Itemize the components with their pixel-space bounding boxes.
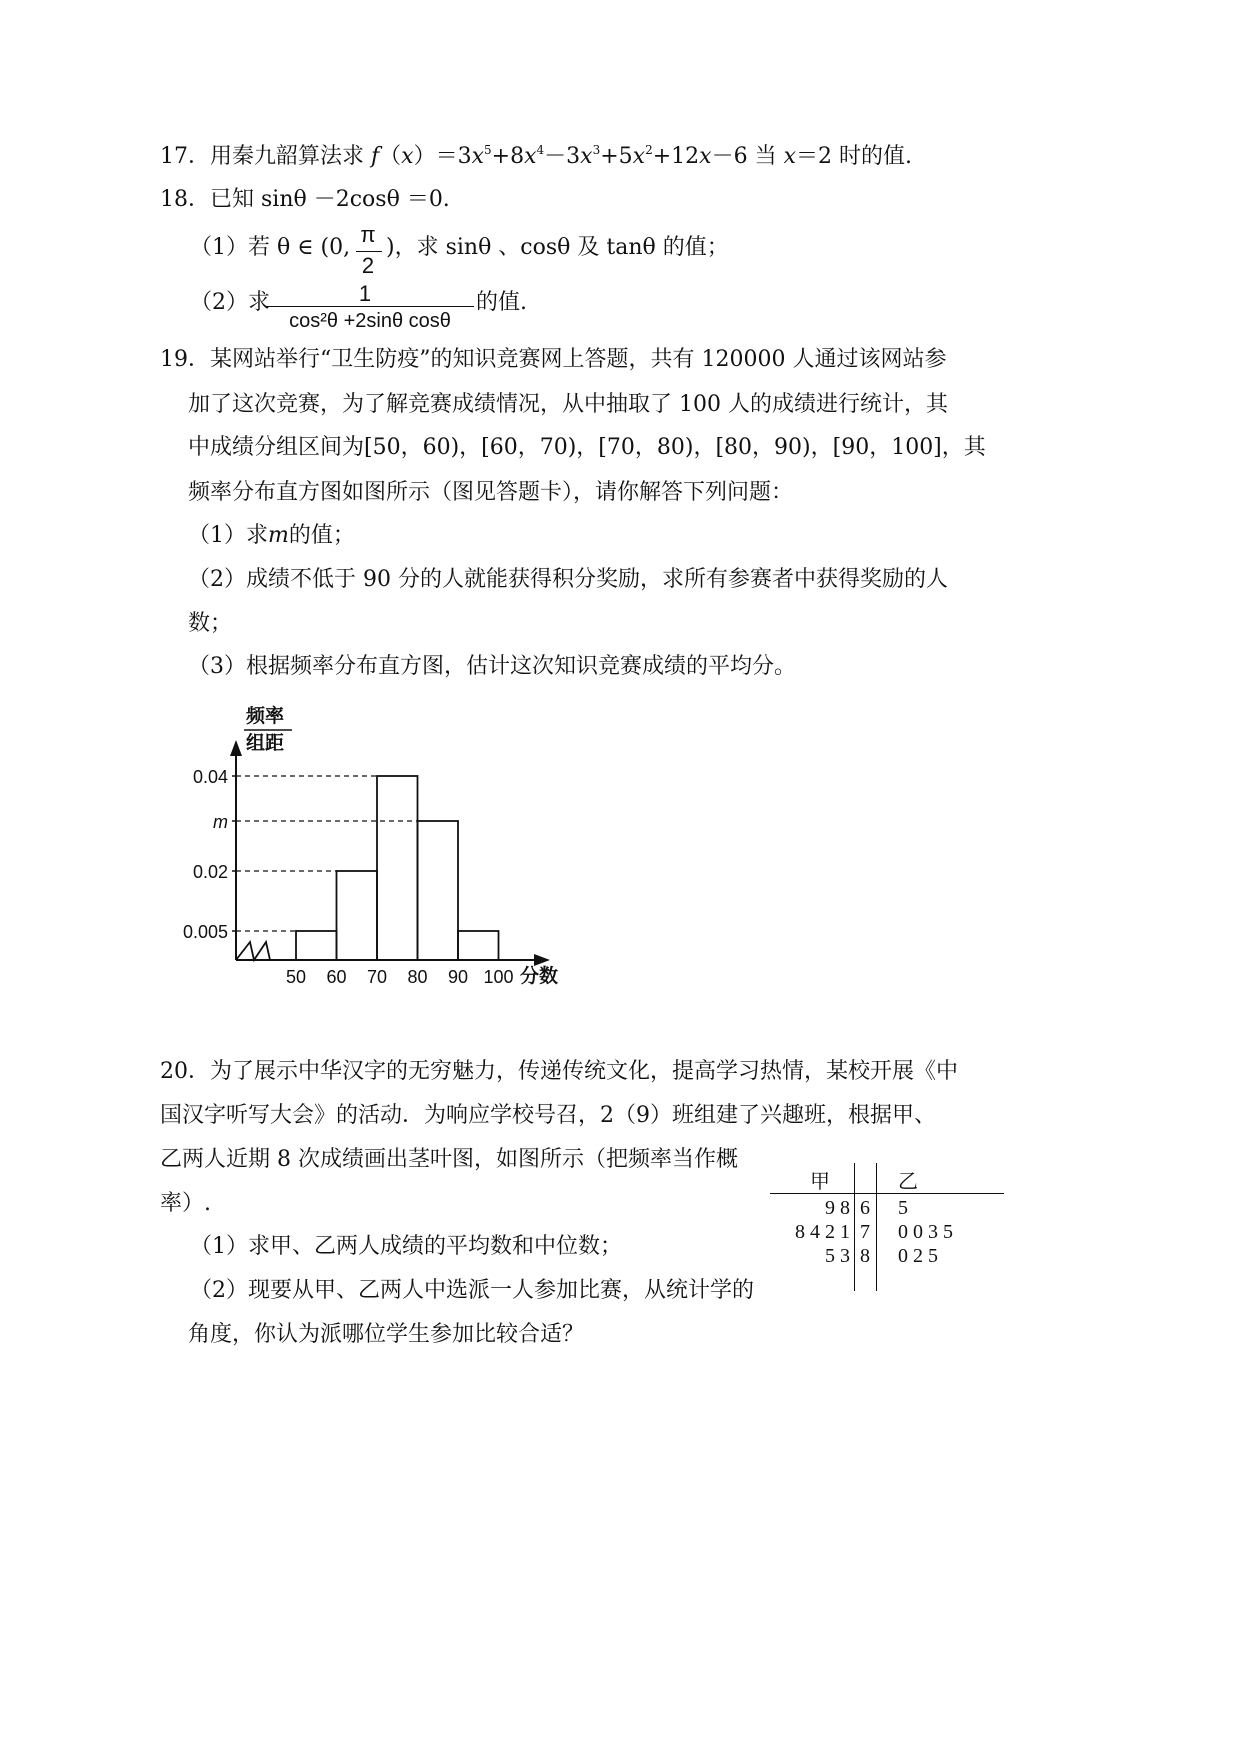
stem-leaf-row-3-right: 0 2 5 [898, 1245, 938, 1267]
q19-sub-3: （3）根据频率分布直方图，估计这次知识竞赛成绩的平均分。 [188, 654, 796, 679]
q20-sub-2b: 角度，你认为派哪位学生参加比较合适？ [188, 1322, 585, 1347]
q19-line-1: 19．某网站举行“卫生防疫”的知识竞赛网上答题，共有 120000 人通过该网站参 [160, 347, 947, 372]
x-axis-arrow [534, 954, 550, 966]
y-tick-label-0.02: 0.02 [192, 862, 228, 882]
stem-leaf-row-3-stem: 8 [860, 1245, 870, 1267]
q19-sub-2a: （2）成绩不低于 90 分的人就能获得积分奖励，求所有参赛者中获得奖励的人 [188, 567, 948, 592]
q19-sub-1: （1）求m的值； [188, 523, 355, 548]
stem-leaf-row-1-left: 9 8 [825, 1197, 850, 1219]
stem-leaf-row-1-stem: 6 [860, 1197, 870, 1219]
q19-line-4: 频率分布直方图如图所示（图见答题卡），请你解答下列问题： [188, 480, 794, 505]
q18-part2-b: 的值. [476, 290, 527, 315]
q19-line-2: 加了这次竞赛，为了解竞赛成绩情况，从中抽取了 100 人的成绩进行统计，其 [188, 392, 948, 417]
stem-leaf-header-line [770, 1193, 1004, 1194]
q19-sub-2b: 数； [188, 611, 233, 636]
q19-line-3: 中成绩分组区间为[50，60)，[60，70)，[70，80)，[80，90)，[90，100]，其 [188, 435, 986, 460]
y-axis-label-top: 频率 [246, 706, 285, 727]
stem-leaf-divider-left [854, 1163, 855, 1291]
histogram-bar-90-100 [458, 931, 499, 960]
q18-part1-a: （1）若 θ ∈ (0, [190, 235, 351, 260]
q20-line-4: 率）. [160, 1191, 211, 1216]
y-axis-label-bottom: 组距 [246, 733, 285, 754]
histogram-bar-80-90 [418, 821, 459, 960]
q18-part1-b: )，求 sinθ 、cosθ 及 tanθ 的值； [386, 235, 729, 260]
histogram-bar-60-70 [337, 871, 378, 960]
q20-line-3: 乙两人近期 8 次成绩画出茎叶图，如图所示（把频率当作概 [160, 1147, 738, 1172]
q20-sub-1: （1）求甲、乙两人成绩的平均数和中位数； [190, 1234, 622, 1259]
q20-line-2: 国汉字听写大会》的活动．为响应学校号召，2（9）班组建了兴趣班，根据甲、 [160, 1103, 936, 1128]
stem-leaf-divider-right [876, 1163, 877, 1291]
y-tick-label-0.04: 0.04 [192, 767, 228, 787]
y-tick-label-m: m [213, 812, 228, 832]
x-tick-label-90: 90 [447, 967, 469, 987]
stem-leaf-plot [770, 1163, 1006, 1293]
x-axis-label: 分数 [520, 966, 559, 987]
stem-leaf-row-3-left: 5 3 [825, 1245, 850, 1267]
q17-line: 17．用秦九韶算法求 $f(x)=3x^5+8x^4-3x^3+5x^2+12x-6$ 当 x＝2 时的值. [160, 143, 912, 169]
x-tick-label-60: 60 [326, 967, 347, 987]
histogram-bar-50-60 [296, 931, 337, 960]
y-axis-arrow [230, 740, 242, 756]
stem-leaf-row-1-right: 5 [898, 1197, 908, 1219]
y-tick-label-0.005: 0.005 [182, 922, 228, 942]
stem-leaf-row-2-left: 8 4 2 1 [795, 1221, 850, 1243]
x-tick-label-100: 100 [483, 967, 514, 987]
q20-line-1: 20．为了展示中华汉字的无穷魅力，传递传统文化，提高学习热情，某校开展《中 [160, 1059, 958, 1084]
stem-leaf-row-2-right: 0 0 3 5 [898, 1221, 953, 1243]
q18-pi: π [360, 222, 376, 247]
q18-denominator: cos²θ +2sinθ cosθ [289, 310, 451, 332]
x-tick-label-70: 70 [366, 967, 388, 987]
q18-stem: 18．已知 sinθ －2cosθ ＝0. [160, 187, 450, 212]
stem-leaf-left-title: 甲 [810, 1169, 830, 1193]
stem-leaf-right-title: 乙 [898, 1169, 918, 1193]
q18-two: 2 [361, 253, 375, 278]
stem-leaf-row-2-stem: 7 [860, 1221, 870, 1243]
x-tick-label-80: 80 [407, 967, 428, 987]
x-tick-label-50: 50 [285, 967, 307, 987]
q18-part2-a: （2）求 [190, 290, 270, 315]
histogram-bar-70-80 [377, 776, 418, 960]
q18-numerator: 1 [358, 281, 372, 306]
q20-sub-2a: （2）现要从甲、乙两人中选派一人参加比赛，从统计学的 [190, 1278, 754, 1303]
axis-break-zigzag [236, 942, 280, 960]
